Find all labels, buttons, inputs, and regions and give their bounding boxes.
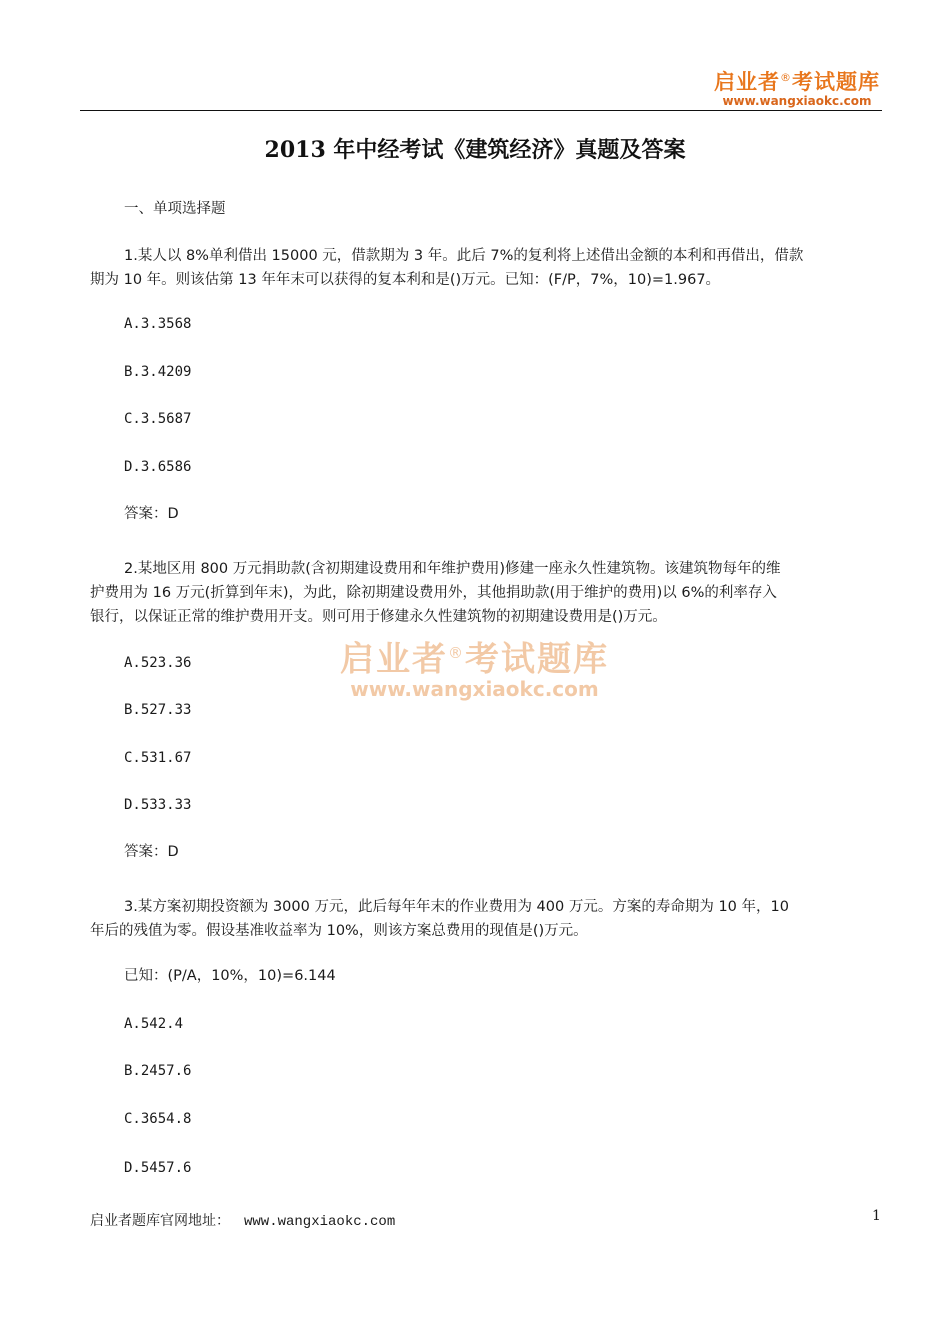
question-3-option-b: B.2457.6 [124,1063,192,1079]
watermark-title: 启业者®考试题库 [340,639,609,680]
footer-label: 启业者题库官网地址： [90,1213,230,1229]
question-3-option-c: C.3654.8 [124,1111,192,1127]
footer [90,1210,395,1230]
question-2-answer: 答案：D [124,844,179,860]
page-number: 1 [872,1208,881,1224]
logo-url: www.wangxiaokc.com [722,94,872,108]
section-heading: 一、单项选择题 [124,201,226,217]
question-2-option-d: D.533.33 [124,797,192,813]
question-3-line-1: 3.某方案初期投资额为 3000 万元，此后每年年末的作业费用为 400 万元。方案的寿命期为 10 年，10 [124,899,789,915]
question-2-option-a: A.523.36 [124,655,192,671]
question-2-line-1: 2.某地区用 800 万元捐助款(含初期建设费用和年维护费用)修建一座永久性建筑物。该建筑物每年的维 [124,561,781,577]
question-1-option-a: A.3.3568 [124,316,192,332]
question-1-option-b: B.3.4209 [124,364,192,380]
question-1-option-d: D.3.6586 [124,459,192,475]
question-1-option-c: C.3.5687 [124,411,192,427]
header-divider [80,110,882,111]
question-1-answer: 答案：D [124,506,179,522]
page-title: 2013 年中经考试《建筑经济》真题及答案 [264,137,686,163]
question-2-line-3: 银行，以保证正常的维护费用开支。则可用于修建永久性建筑物的初期建设费用是()万元。 [90,609,667,625]
question-1-line-2: 期为 10 年。则该估第 13 年年末可以获得的复本利和是()万元。已知：(F/P，7%，10)=1.967。 [90,272,721,288]
question-2-option-c: C.531.67 [124,750,192,766]
question-3-known: 已知：(P/A，10%，10)=6.144 [124,968,336,984]
watermark [340,634,609,700]
question-3-line-2: 年后的残值为零。假设基准收益率为 10%，则该方案总费用的现值是()万元。 [90,923,588,939]
question-2-line-2: 护费用为 16 万元(折算到年末)，为此，除初期建设费用外，其他捐助款(用于维护的费用)以 6%的利率存入 [90,585,777,601]
question-3-option-d: D.5457.6 [124,1160,192,1176]
footer-url[interactable]: www.wangxiaokc.com [244,1214,396,1230]
question-2-option-b: B.527.33 [124,702,192,718]
watermark-url: www.wangxiaokc.com [350,677,599,702]
logo-title: 启业者®考试题库 [714,70,880,94]
question-1-line-1: 1.某人以 8%单利借出 15000 元，借款期为 3 年。此后 7%的复利将上述借出金额的本利和再借出，借款 [124,248,804,264]
brand-logo [714,66,880,108]
question-3-option-a: A.542.4 [124,1016,184,1032]
